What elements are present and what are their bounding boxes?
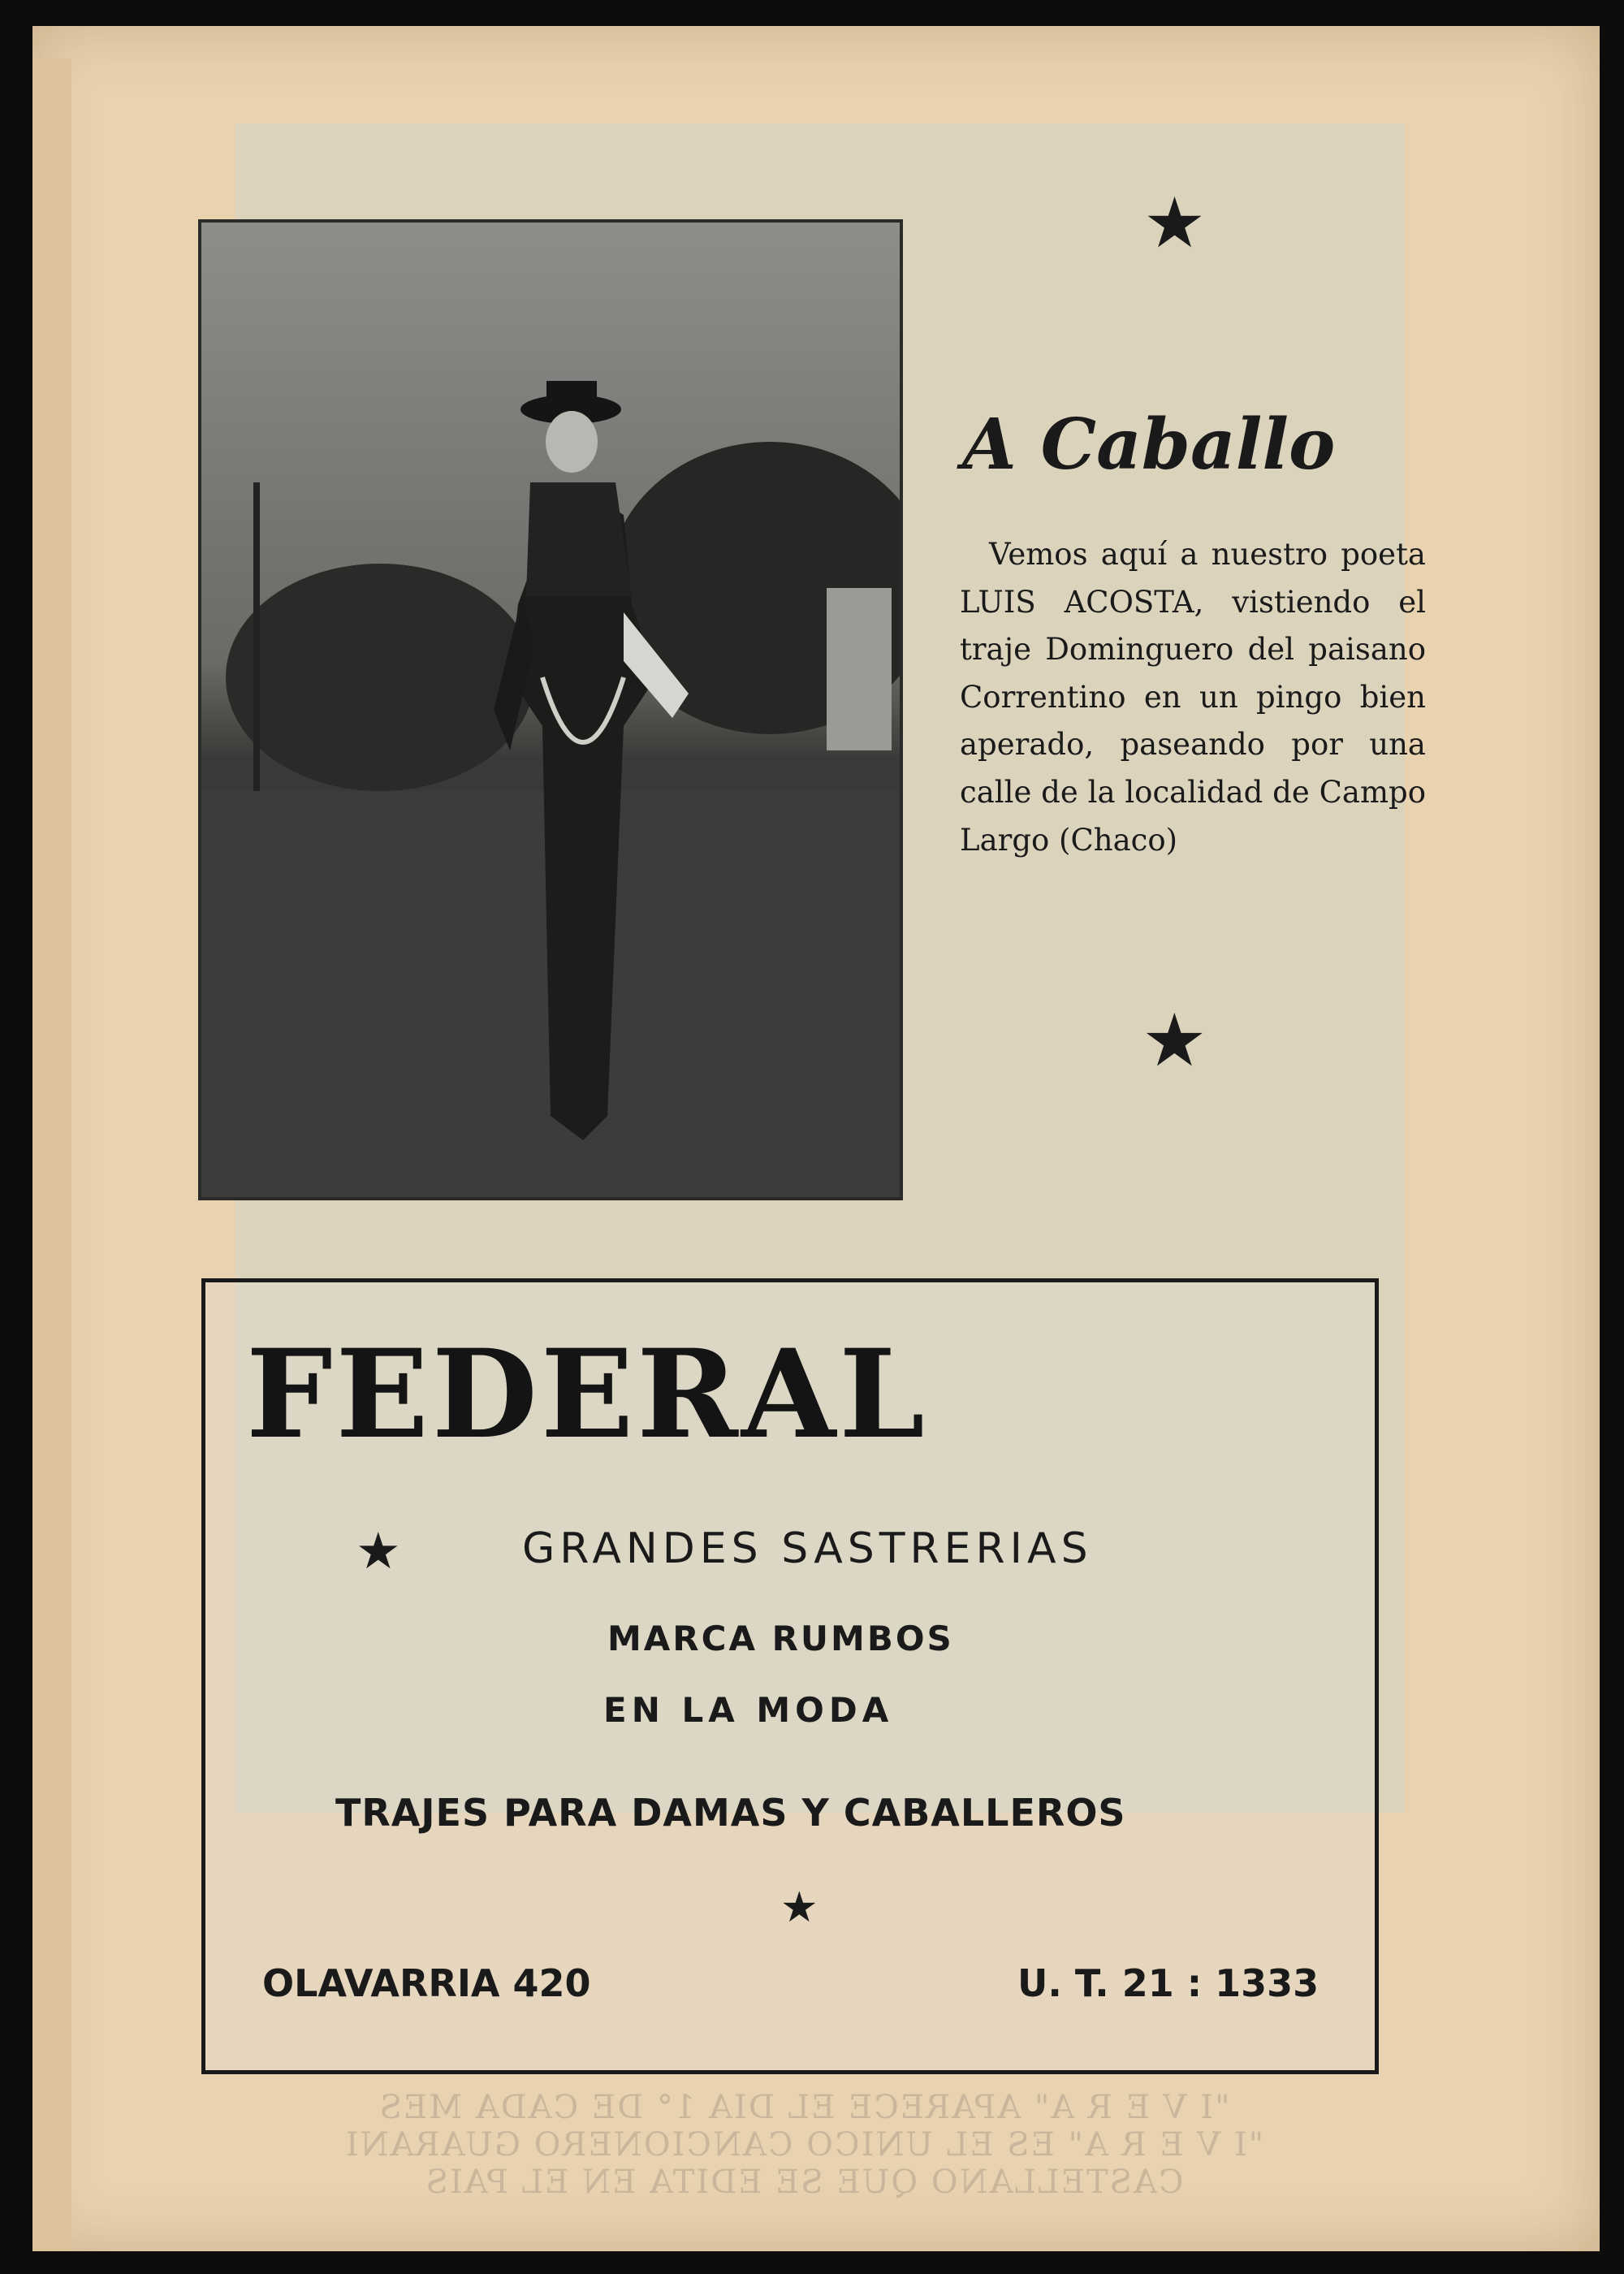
star-ornament-ad: ★	[356, 1521, 401, 1580]
footer-line-3: CASTELLANO QUE SE EDITA EN EL PAIS	[424, 2164, 1184, 2201]
ad-address: OLAVARRIA 420	[262, 1961, 591, 2005]
facing-page-edge	[32, 58, 71, 2251]
article-title: A Caballo	[962, 404, 1336, 486]
magazine-page	[32, 26, 1600, 2251]
ad-line-marca: MARCA RUMBOS	[607, 1619, 954, 1658]
star-ornament-middle: ★	[1142, 998, 1207, 1083]
footer-line-1: "I V E R A" APARECE EL DIA 1° DE CADA MES	[378, 2089, 1230, 2126]
footer-line-2: "I V E R A" ES EL UNICO CANCIONERO GUARANI	[343, 2126, 1264, 2164]
ad-phone: U. T. 21 : 1333	[1017, 1961, 1320, 2005]
ad-line-trajes: TRAJES PARA DAMAS Y CABALLEROS	[335, 1791, 1126, 1835]
show-through-footer	[179, 2089, 1429, 2201]
ad-line-moda: EN LA MODA	[603, 1690, 894, 1730]
ad-brand: FEDERAL	[246, 1323, 928, 1466]
federal-advertisement	[201, 1278, 1379, 2074]
star-ornament-small: ★	[780, 1883, 818, 1932]
ad-tagline: GRANDES SASTRERIAS	[522, 1524, 1093, 1573]
rider-photo	[198, 219, 903, 1200]
article-caption: Vemos aquí a nuestro poeta LUIS ACOSTA, vistiendo el traje Dominguero del paisano Correntino en un pingo bien aperado, paseando por una calle de la localidad de Campo Largo (Chaco)	[960, 537, 1426, 858]
star-ornament-top: ★	[1143, 183, 1207, 264]
